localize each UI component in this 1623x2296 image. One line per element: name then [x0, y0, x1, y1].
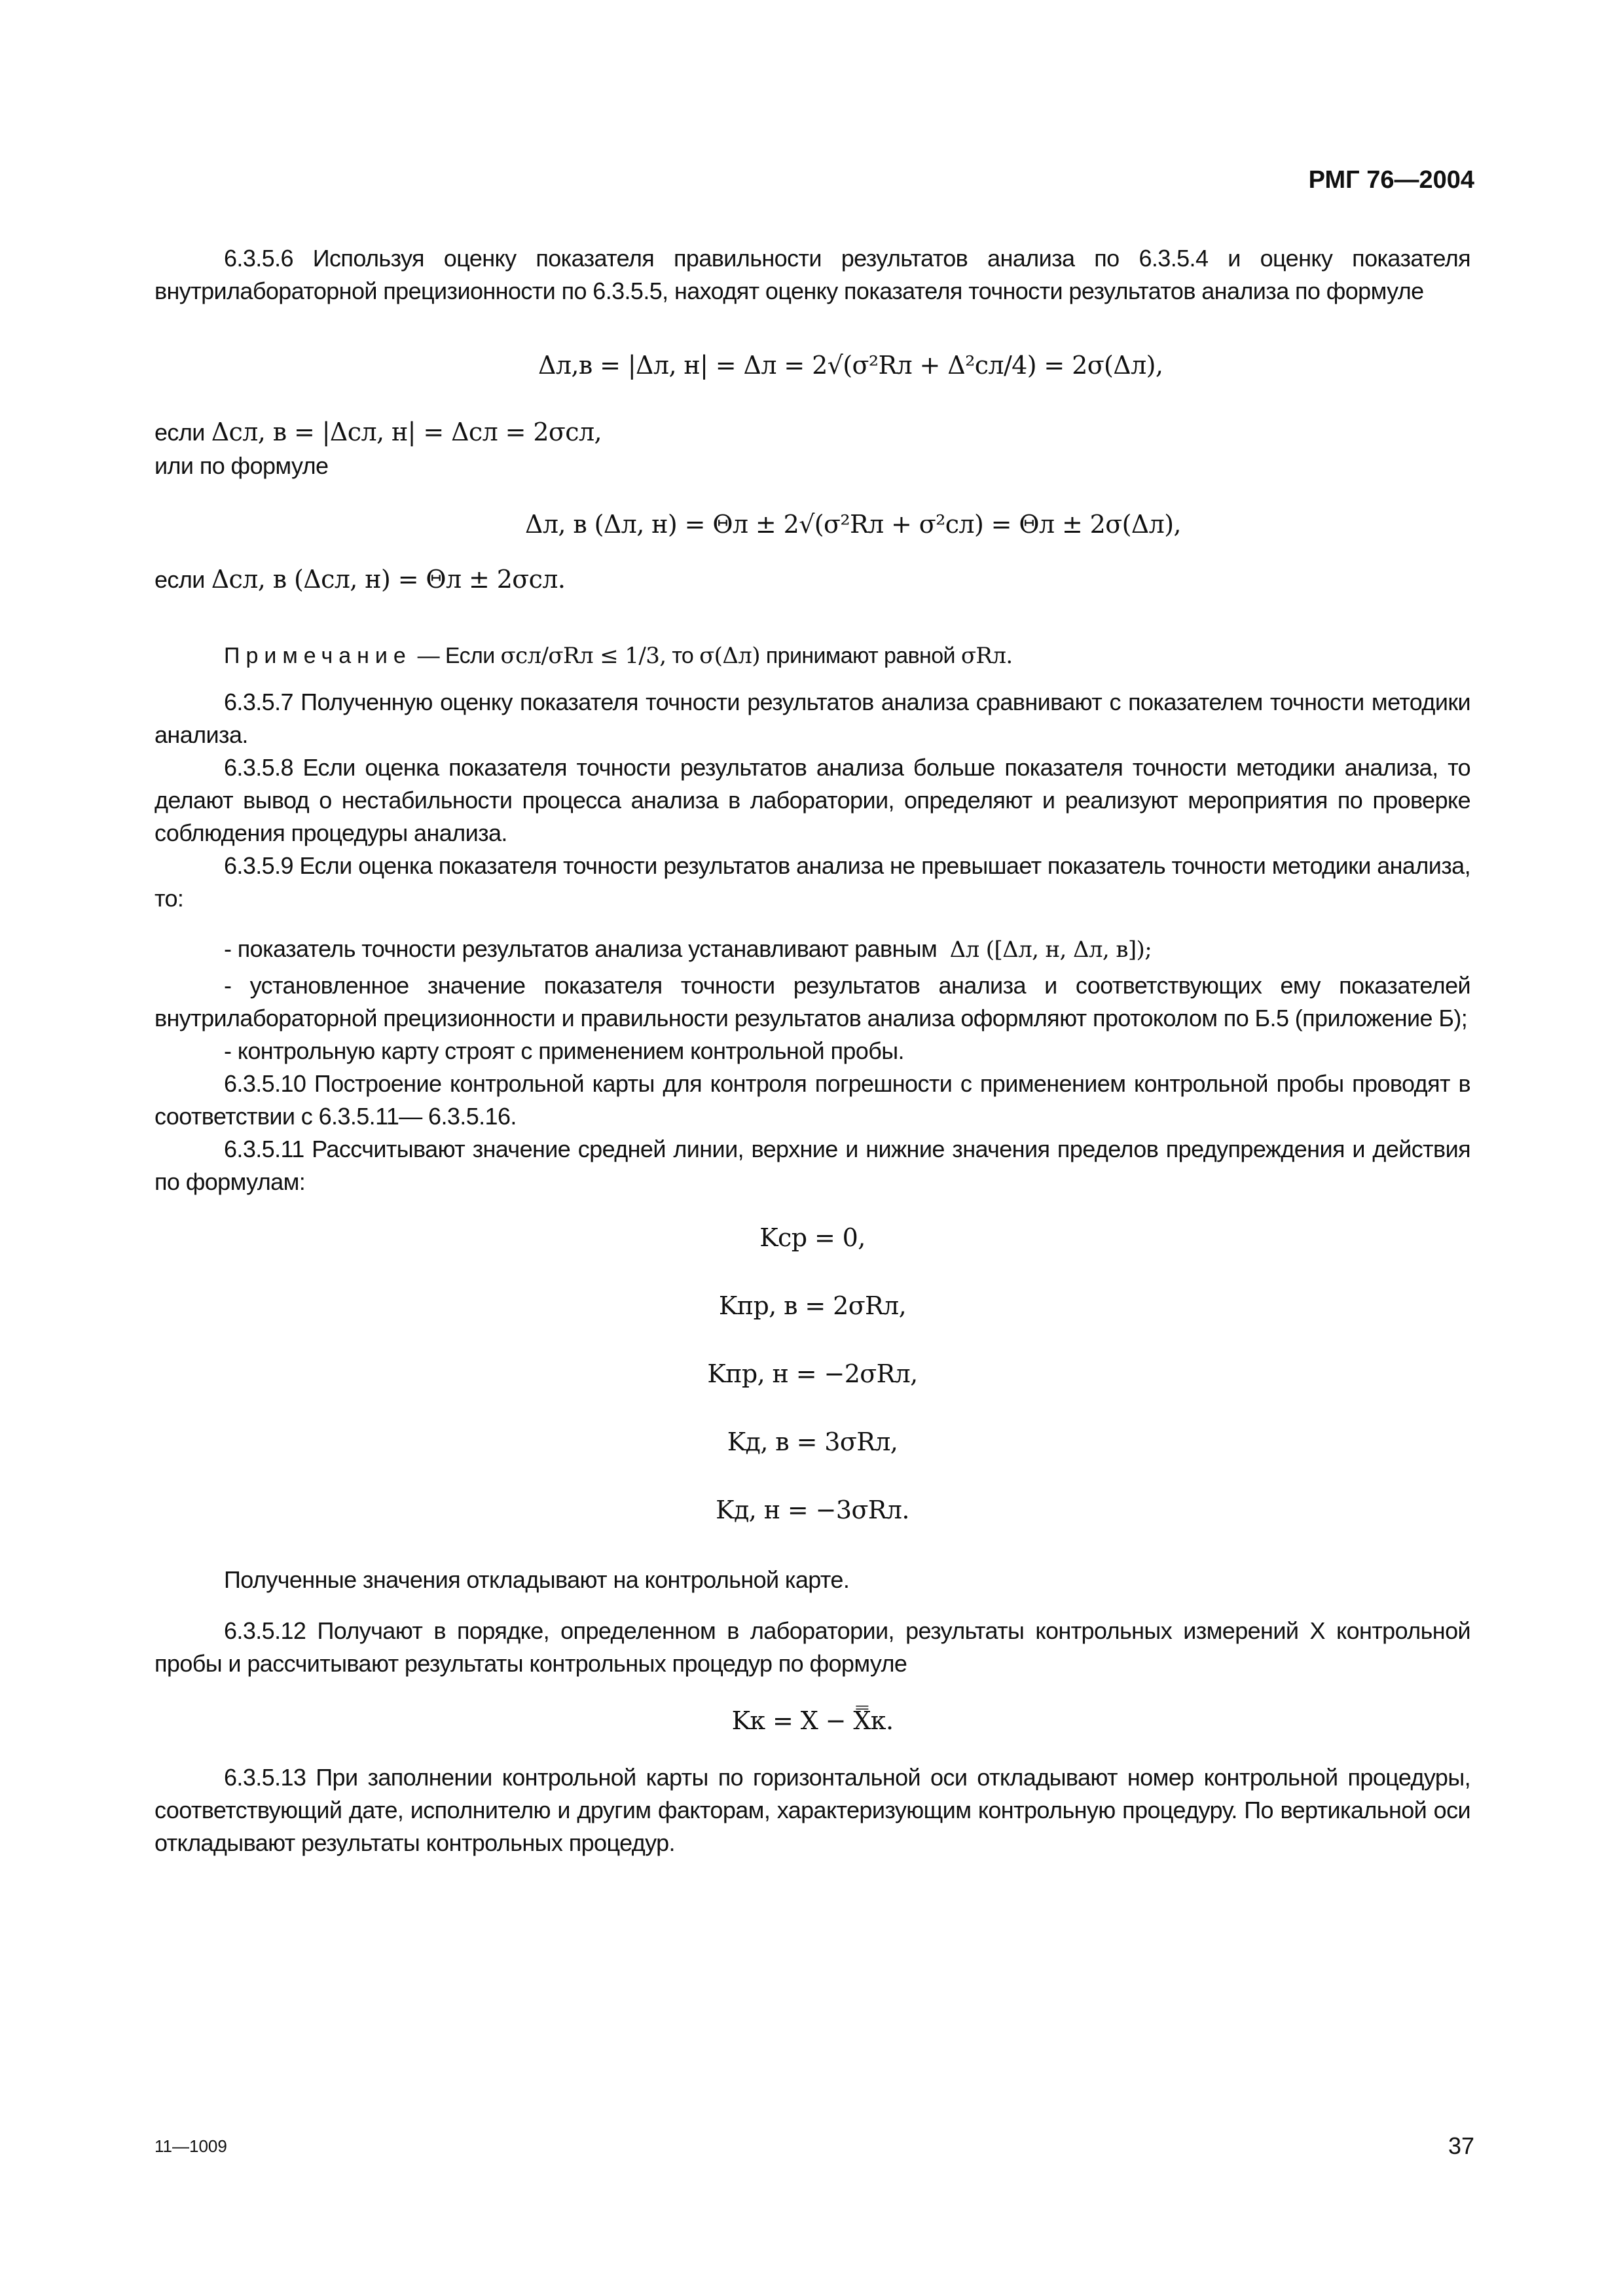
bullet-accuracy-value [155, 929, 1470, 969]
formula-accuracy-1-text: Δл,в = |Δл, н| = Δл = 2√(σ²Rл + Δ²cл/4) = 2σ(Δл), [538, 351, 1163, 380]
document-body [155, 242, 1470, 1859]
formula-center-line: Kср = 0, [759, 1223, 866, 1252]
note [155, 635, 1470, 677]
document-code: РМГ 76—2004 [1308, 166, 1474, 194]
paragraph-6-3-5-8: 6.3.5.8 Если оценка показателя точности результатов анализа больше показателя точности методики анализа, то делают вывод о нестабильности процесса анализа в лаборатории, определяют и реализуют мероприятия по проверке соблюдения процедуры анализа. [155, 754, 1470, 846]
paragraph-values-plotted: Полученные значения откладывают на контрольной карте. [224, 1566, 850, 1593]
paragraph-6-3-5-10: 6.3.5.10 Построение контрольной карты для контроля погрешности с применением контрольной пробы проводят в соответствии с 6.3.5.11— 6.3.5.16. [155, 1070, 1470, 1130]
paragraph-6-3-5-9: 6.3.5.9 Если оценка показателя точности результатов анализа не превышает показатель точности методики анализа, то: [155, 852, 1470, 912]
condition-2-prefix: если [155, 566, 205, 593]
control-limits-formulas [155, 1204, 1470, 1544]
bullet-accuracy-value-formula: Δл ([Δл, н, Δл, в]); [949, 937, 1152, 963]
page-number: 37 [1448, 2132, 1474, 2159]
paragraph-6-3-5-13: 6.3.5.13 При заполнении контрольной карты по горизонтальной оси откладывают номер контрольной процедуры, соответствующий дате, исполнителю и другим факторам, характеризующим контрольную процедуру. По вертикальной оси откладывают результаты контрольных процедур. [155, 1764, 1470, 1856]
paragraph-6-3-5-7: 6.3.5.7 Полученную оценку показателя точности результатов анализа сравнивают с показателем точности методики анализа. [155, 689, 1470, 748]
bullet-control-chart: - контрольную карту строят с применением контрольной пробы. [224, 1037, 904, 1064]
note-value: σRл. [960, 643, 1013, 669]
note-label: Примечание [224, 643, 412, 668]
condition-1-prefix: если [155, 419, 205, 446]
paragraph-6-3-5-11: 6.3.5.11 Рассчитывают значение средней линии, верхние и нижние значения пределов предупреждения и действия по формулам: [155, 1136, 1470, 1195]
condition-1 [155, 412, 1470, 452]
formula-warning-lower: Kпр, н = −2σRл, [707, 1359, 918, 1388]
formula-accuracy-2 [155, 493, 1470, 556]
note-text: принимают равной [765, 643, 955, 668]
formula-accuracy-1 [155, 323, 1470, 407]
condition-2 [155, 560, 1470, 600]
or-by-formula: или по формуле [155, 452, 329, 479]
formula-action-upper: Kд, в = 3σRл, [727, 1427, 898, 1456]
bullet-protocol: - установленное значение показателя точности результатов анализа и соответствующих ему показателей внутрилабораторной прецизионности и правильности результатов анализа оформляют протоколом по Б.5 (приложение Б); [155, 972, 1470, 1031]
formula-warning-upper: Kпр, в = 2σRл, [718, 1291, 907, 1320]
formula-accuracy-2-text: Δл, в (Δл, н) = Θл ± 2√(σ²Rл + σ²cл) = Θл ± 2σ(Δл), [525, 510, 1181, 539]
paragraph-6-3-5-12: 6.3.5.12 Получают в порядке, определенном в лаборатории, результаты контрольных измерений X контрольной пробы и рассчитывают результаты контрольных процедур по формуле [155, 1617, 1470, 1677]
formula-control-procedure: Kк = X − X̿к. [731, 1706, 894, 1735]
note-sigma: σ(Δл) [699, 643, 760, 669]
footer-print-code: 11—1009 [155, 2136, 227, 2156]
note-condition: σcл/σRл ≤ 1/3, [500, 643, 666, 669]
formula-action-lower: Kд, н = −3σRл. [716, 1496, 909, 1524]
bullet-accuracy-value-text: - показатель точности результатов анализа устанавливают равным [224, 935, 938, 962]
note-to: то [672, 643, 694, 668]
condition-2-formula: Δcл, в (Δcл, н) = Θл ± 2σcл. [211, 565, 566, 594]
paragraph-6-3-5-6: 6.3.5.6 Используя оценку показателя правильности результатов анализа по 6.3.5.4 и оценку показателя внутрилабораторной прецизионности по 6.3.5.5, находят оценку показателя точности результатов анализа по формуле [155, 245, 1470, 304]
condition-1-formula: Δcл, в = |Δcл, н| = Δcл = 2σcл, [211, 418, 602, 446]
note-dash: — Если [417, 643, 495, 668]
